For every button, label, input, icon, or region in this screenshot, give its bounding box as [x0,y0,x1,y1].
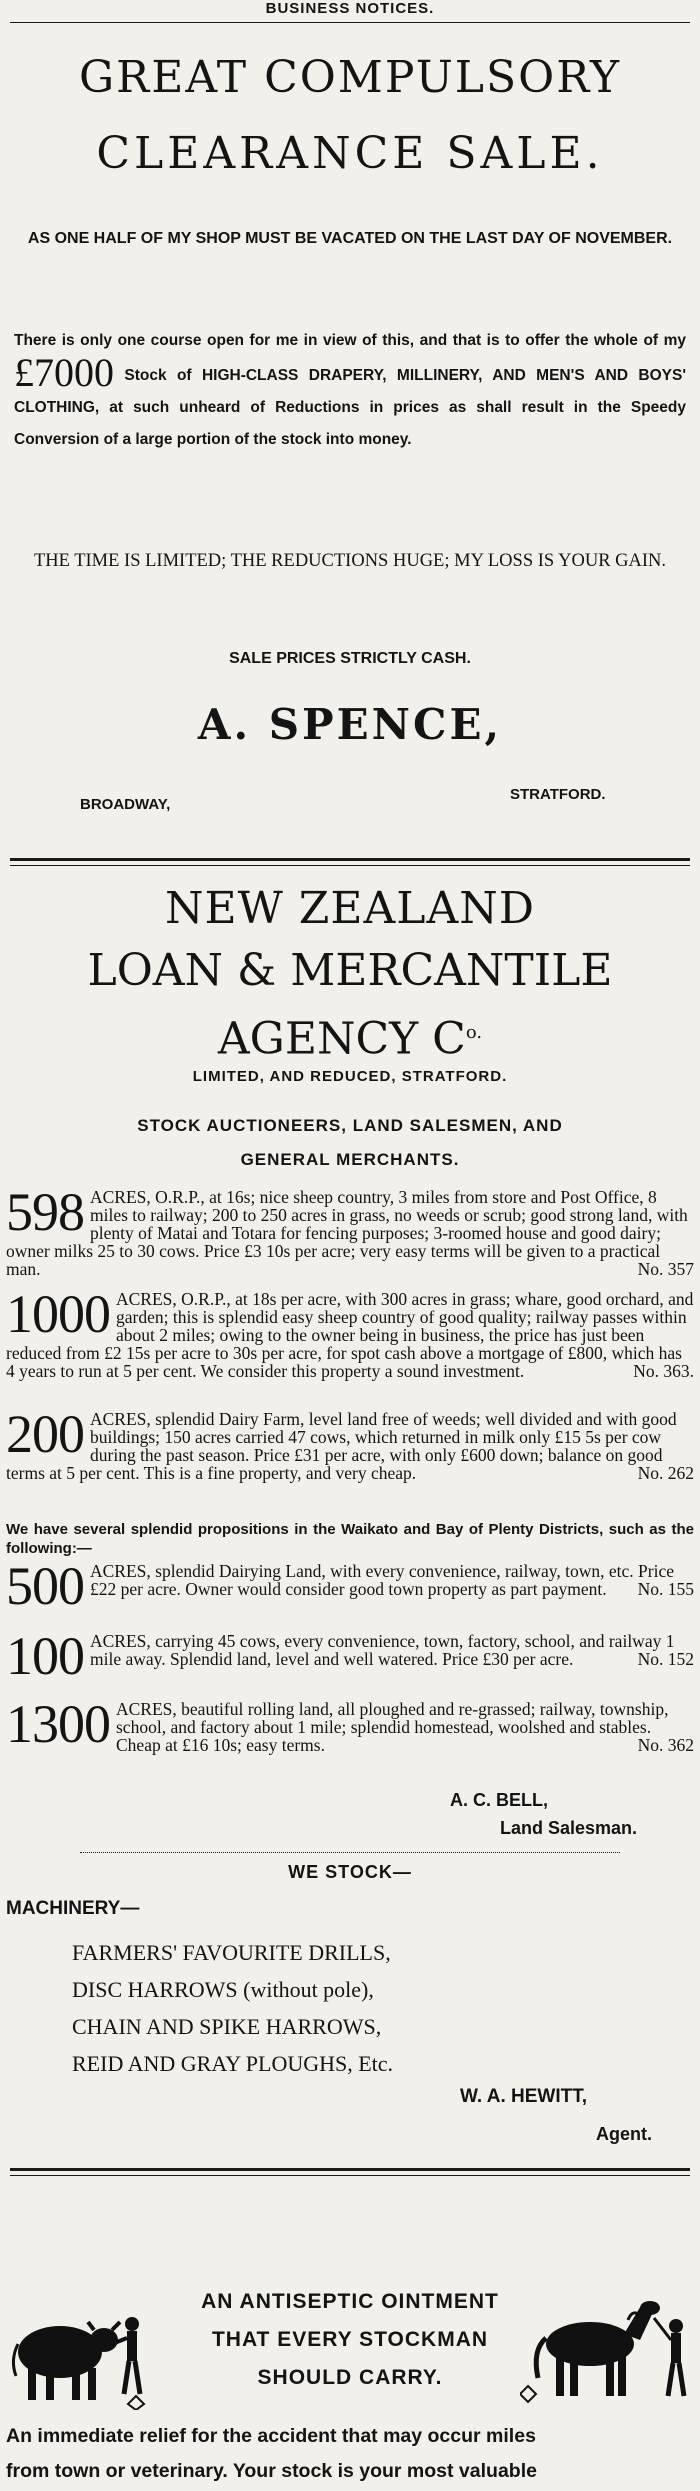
listing-acres: 598 [6,1182,84,1242]
listing-acres: 500 [6,1556,84,1616]
listing-text: ACRES, splendid Dairy Farm, level land free of weeds; well divided and with good buildings; 150 acres carried 47 cows, which returned in milk only £15 5s per cow during the past season. Price £31 per acre, with only £600 down; balance on good terms at 5 per cent. This is a fine property, and very cheap. [6,1409,677,1483]
listing [6,1694,694,1755]
hewitt-item: REID AND GRAY PLOUGHS, Etc. [72,2051,394,2076]
nzlma-title-3 [0,1006,700,1067]
listing-acres: 100 [6,1626,84,1686]
bull-icon [8,2300,146,2410]
ointment-line-1: AN ANTISEPTIC OINTMENT [201,2290,499,2313]
listing-text: ACRES, O.R.P., at 18s per acre, with 300 acres in grass; whare, good orchard, and garden; this is splendid easy sheep country of good quality; railway passes within about 2 miles; owing to the owner being in business, the price has just been reduced from £2 15s per acre to 30s per acre, for spot cash above a mortgage of £800, which has 4 years to run at 5 per cent. We consider this property a sound investment. [6,1289,694,1381]
listing [6,1284,694,1381]
listing-number: No. 362 [637,1735,694,1755]
hewitt-item-list [72,1934,572,2082]
hewitt-category: MACHINERY— [6,1898,140,1919]
hewitt-heading: WE STOCK— [288,1862,412,1882]
nzlma-subtitle: LIMITED, AND REDUCED, STRATFORD. [192,1068,508,1085]
listing-number: No. 155 [637,1579,694,1599]
nzlma-title-3-main: AGENCY C [217,1013,466,1065]
nzlma-tagline-2: GENERAL MERCHANTS. [240,1150,460,1169]
listing-number: No. 262 [637,1463,694,1483]
spence-town: STRATFORD. [510,786,606,803]
nzlma-title-1: NEW ZEALAND [164,883,536,934]
nzlma-tagline-1: STOCK AUCTIONEERS, LAND SALESMEN, AND [137,1116,563,1135]
divider-1 [10,858,690,866]
spence-name: A. SPENCE, [197,700,503,749]
spence-body [14,325,686,456]
spence-notice: AS ONE HALF OF MY SHOP MUST BE VACATED ON THE LAST DAY OF NOVEMBER. [27,230,673,247]
divider-3 [10,2168,690,2176]
listing-text: ACRES, beautiful rolling land, all ploughed and re-grassed; railway, township, school, and factory about 1 mile; splendid homestead, woolshed and stables. Cheap at £16 10s; easy terms. [116,1699,669,1755]
listing [6,1556,694,1616]
listing [6,1182,694,1279]
spence-title-1: GREAT COMPULSORY [78,52,622,103]
listing [6,1626,694,1686]
ointment-body-2: from town or veterinary. Your stock is your most valuable [6,2460,537,2482]
listing [6,1404,694,1483]
listing-text: ACRES, O.R.P., at 16s; nice sheep country, 3 miles from store and Post Office, 8 miles to railway; 200 to 250 acres in grass, no weeds or scrub; good strong land, with plenty of Matai and Totara for fencing purposes; 3-roomed house and good dairy; owner milks 25 to 30 cows. Price £3 10s per acre; very easy terms will be given to a practical man. [6,1187,688,1279]
nzlma-agent-name: A. C. BELL, [450,1790,548,1810]
nzlma-title-2: LOAN & MERCANTILE [87,945,613,996]
listing-acres: 1000 [6,1284,110,1344]
hewitt-item: DISC HARROWS (without pole), [72,1977,374,2002]
spence-street: BROADWAY, [80,796,171,813]
hewitt-name: W. A. HEWITT, [460,2086,588,2107]
listing-number: No. 357 [637,1259,694,1279]
hewitt-item: CHAIN AND SPIKE HARROWS, [72,2014,382,2039]
ointment-line-3: SHOULD CARRY. [257,2366,443,2389]
nzlma-agent-title: Land Salesman. [500,1818,638,1838]
spence-body-b: Stock of HIGH-CLASS DRAPERY, MILLINERY, AND MEN'S AND BOYS' CLOTHING, at such unheard of Reductions in prices as shall result in the Speedy Conversion of a large portion of the stock into money. [14,367,686,448]
waikato-note: We have several splendid propositions in the Waikato and Bay of Plenty Districts, such as the following:— [6,1521,694,1557]
spence-title-2: CLEARANCE SALE. [96,128,604,179]
divider-2 [80,1852,620,1853]
spence-cash: SALE PRICES STRICTLY CASH. [229,650,471,667]
listing-acres: 1300 [6,1694,110,1754]
hewitt-title: Agent. [596,2124,652,2144]
spence-body-a: There is only one course open for me in view of this, and that is to offer the whole of my [14,332,686,349]
listing-text: ACRES, carrying 45 cows, every convenience, town, factory, school, and railway 1 mile away. Splendid land, level and well watered. Price £30 per acre. [90,1631,675,1669]
spence-amount: £7000 [14,350,114,395]
section-header: BUSINESS NOTICES. [265,0,435,17]
listing-number: No. 363. [633,1361,694,1381]
ointment-body-1: An immediate relief for the accident that may occur miles [6,2425,536,2447]
nzlma-title-3-sup: o. [465,1022,483,1043]
listing-text: ACRES, splendid Dairying Land, with every convenience, railway, town, etc. Price £22 per acre. Owner would consider good town property as part payment. [90,1561,674,1599]
listing-number: No. 152 [637,1649,694,1669]
listing-acres: 200 [6,1404,84,1464]
hewitt-item: FARMERS' FAVOURITE DRILLS, [72,1940,391,1965]
ointment-line-2: THAT EVERY STOCKMAN [211,2328,489,2351]
spence-limited: THE TIME IS LIMITED; THE REDUCTIONS HUGE; MY LOSS IS YOUR GAIN. [33,551,667,571]
header-rule [10,22,690,23]
